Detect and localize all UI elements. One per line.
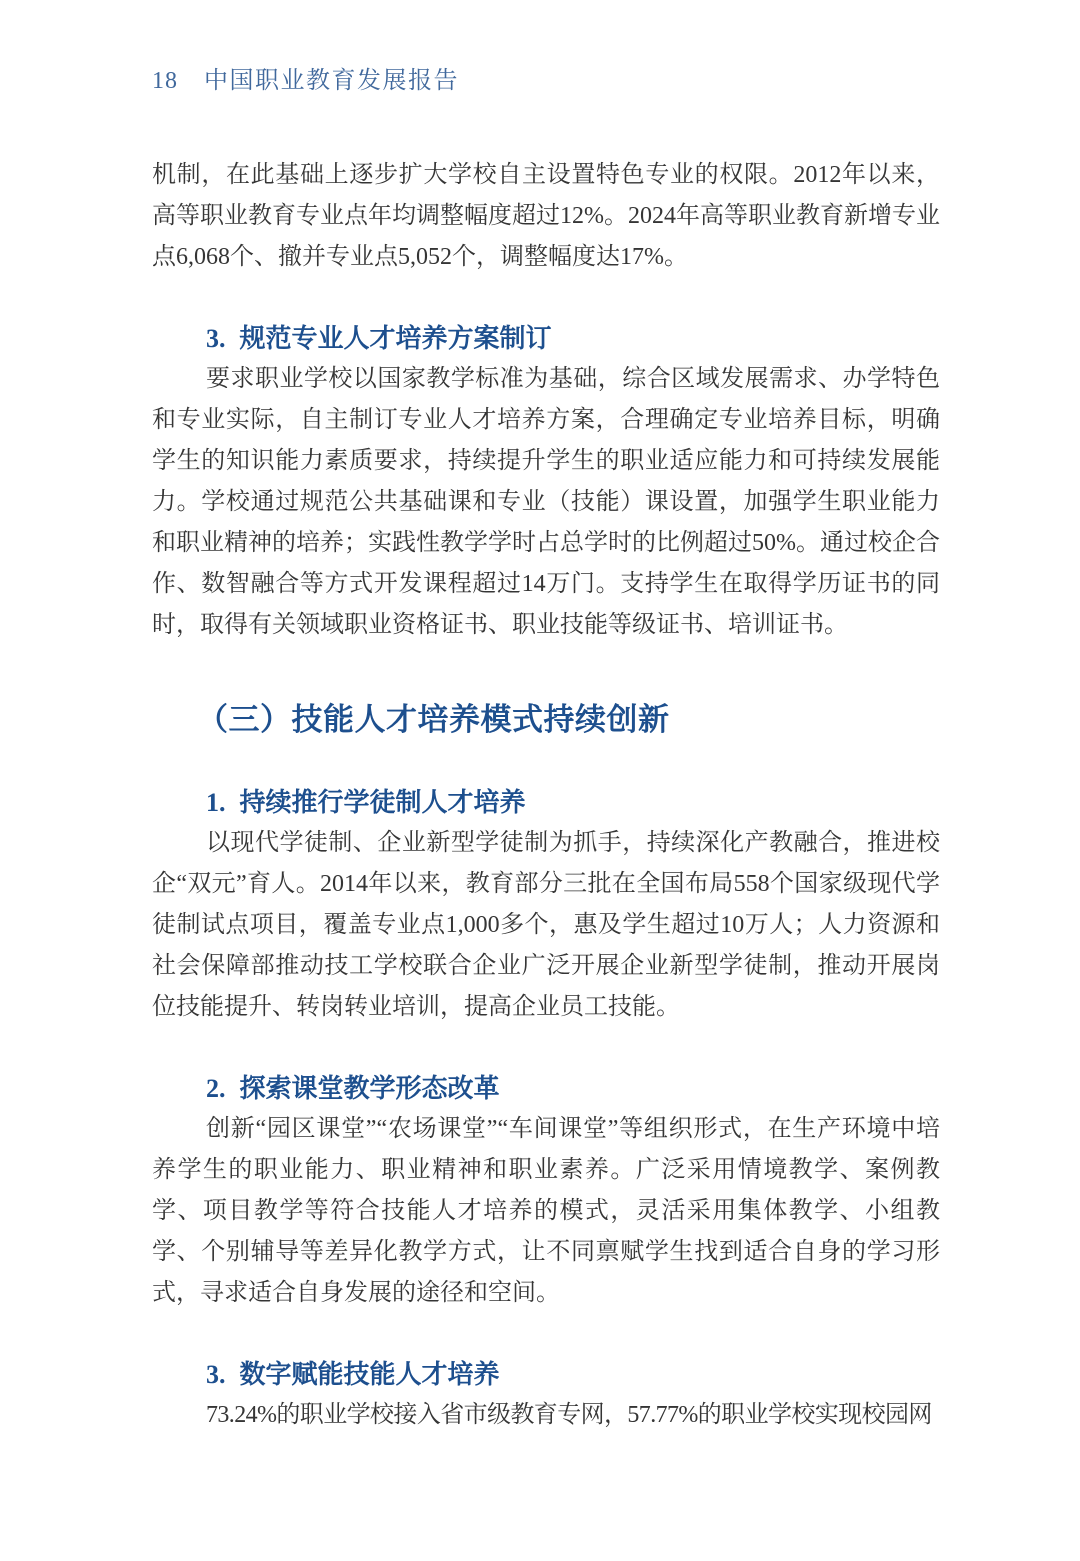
sub-heading-number: 3.: [206, 324, 226, 353]
paragraph-specialty-adjustment: 机制，在此基础上逐步扩大学校自主设置特色专业的权限。2012年以来，高等职业教育专业点年均调整幅度超过12%。2024年高等职业教育新增专业点6,068个、撤并专业点5,052个，调整幅度达17%。: [152, 162, 940, 270]
sub-heading-number: 2.: [206, 1074, 226, 1103]
sub-heading-text: 探索课堂教学形态改革: [239, 1073, 500, 1103]
page-header: [152, 66, 459, 96]
sub-heading-number: 3.: [206, 1360, 226, 1389]
paragraph-apprenticeship: 以现代学徒制、企业新型学徒制为抓手，持续深化产教融合，推进校企“双元”育人。2014年以来，教育部分三批在全国布局558个国家级现代学徒制试点项目，覆盖专业点1,000多个，惠及学生超过10万人；人力资源和社会保障部推动技工学校联合企业广泛开展企业新型学徒制，推动开展岗位技能提升、转岗转业培训，提高企业员工技能。: [152, 830, 940, 1020]
page-number: 18: [152, 68, 178, 94]
sub-heading-apprenticeship: [206, 782, 940, 823]
sub-heading-classroom-reform: [206, 1068, 940, 1109]
running-head-title: 中国职业教育发展报告: [204, 68, 459, 94]
sub-heading-text: 数字赋能技能人才培养: [239, 1359, 500, 1389]
sub-heading-training-plan: [206, 318, 940, 359]
paragraph-digital-empowerment: 73.24%的职业学校接入省市级教育专网，57.77%的职业学校实现校园网: [206, 1402, 932, 1428]
paragraph-classroom-reform: 创新“园区课堂”“农场课堂”“车间课堂”等组织形式，在生产环境中培养学生的职业能力、职业精神和职业素养。广泛采用情境教学、案例教学、项目教学等符合技能人才培养的模式，灵活采用集体教学、小组教学、个别辅导等差异化教学方式，让不同禀赋学生找到适合自身的学习形式，寻求适合自身发展的途径和空间。: [152, 1116, 940, 1306]
sub-heading-text: 规范专业人才培养方案制订: [239, 323, 552, 353]
page-body: [152, 155, 940, 1436]
paragraph-training-standards: 要求职业学校以国家教学标准为基础，综合区域发展需求、办学特色和专业实际，自主制订专业人才培养方案，合理确定专业培养目标，明确学生的知识能力素质要求，持续提升学生的职业适应能力和可持续发展能力。学校通过规范公共基础课和专业（技能）课设置，加强学生职业能力和职业精神的培养；实践性教学学时占总学时的比例超过50%。通过校企合作、数智融合等方式开发课程超过14万门。支持学生在取得学历证书的同时，取得有关领域职业资格证书、职业技能等级证书、培训证书。: [152, 366, 940, 638]
sub-heading-number: 1.: [206, 788, 226, 817]
sub-heading-digital-empowerment: [206, 1354, 940, 1395]
section-heading-talent-model: （三）技能人才培养模式持续创新: [197, 702, 670, 737]
sub-heading-text: 持续推行学徒制人才培养: [239, 787, 526, 817]
